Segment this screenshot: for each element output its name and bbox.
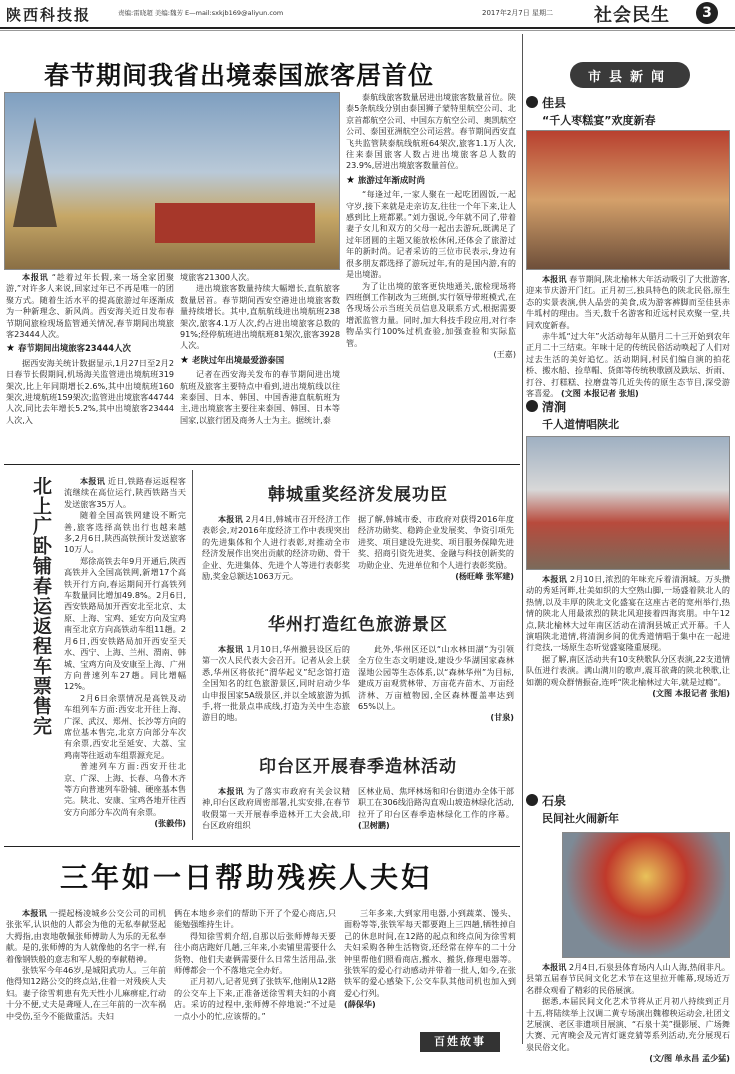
news-title: “千人枣糕宴”欢度新春 xyxy=(542,114,656,127)
mid-text: 2月4日,韩城市召开经济工作表彰会,对2016年度经济工作中表现突出的先进集体和个人进行表彰,对推动全市经济发展作出突出贡献的经济功勋、骨干企业、先进集体、先进个人等进行表彰奖励,奖金总额达1063万元。 xyxy=(202,514,350,582)
news-place: 清涧 xyxy=(542,400,567,414)
news-body xyxy=(526,962,731,1064)
news-text2: 赤牛坬“过大年”火活动每年从腊月二十三开始到农年正月二十三结束。年味十足的传统民俗活动唤起了人们对过去生活的美好追忆。活动期间,村民们编自演的拍花桥、搬水船、捡草帽、货郎等传统秧歌剧及跌坛、折雨、打谷、打糕糕、拉磨盘等几近失传的原生态节目,深受游客喜爱。 xyxy=(526,331,730,399)
shehuo-parade-photo xyxy=(562,832,730,958)
news-item-qingjian xyxy=(526,398,732,780)
news-section-title: 市县新闻 xyxy=(587,69,672,85)
vertical-byline: (张毅伟) xyxy=(154,818,186,829)
section-title: 社会民生 xyxy=(594,5,670,26)
lead-col2-p2: 记者在西安海关发布的春节期间进出境航班及旅客主要特点中看到,进出境航线以往来泰国、日本、韩国、中国香港直航航班为主,进出境旅客主要往来泰国、韩国、日本等国家,以旅行团及商务人士为主。据统计,泰 xyxy=(180,369,340,425)
mid-story-yintai xyxy=(198,752,518,842)
lead-story-col3 xyxy=(346,92,516,460)
masthead-rule xyxy=(0,27,735,29)
bottom-col2-text2: 得知徐雪莉介绍,自那以后张师傅每天要往小商店跑好几趟,三年来,小卖铺里需要什么货物、他们夫妻俩需要什么日常生活用品,张师傅都会一个不落地完全办好。 xyxy=(174,930,336,976)
mid-byline: (卫树鹏) xyxy=(358,820,390,831)
vertical-p4: 2月6日余票情况是高铁及动车组列车方面:西安北开往上海、广深、武汉、郑州、长沙等方向的席位基本售完,北京方向部分车次有余票,西安北至延安、大荔、宝鸡南等往返动车组票源充足。 xyxy=(64,692,186,760)
location-marker-icon xyxy=(526,96,538,108)
bottom-col1-text: 一提起杨凌城乡公交公司的司机张张军,认识他的人都会为他的无私奉献竖起大拇指,由衷地敬佩张师傅助人为乐的无私奉献。是的,张师傅的为人就像他的名字一样,有着像钢铁般的意志和军人般的奉献精神。 xyxy=(6,908,166,964)
news-byline: (文图 本报记者 张旭) xyxy=(560,388,639,399)
page-number-badge: 3 xyxy=(696,2,718,24)
mid-body-col2 xyxy=(358,514,514,592)
mid-headline: 印台区开展春季造林活动 xyxy=(259,757,457,777)
news-byline: (文/图 单永昌 孟少猛) xyxy=(649,1053,730,1064)
lead-col2-p1: 进出境旅客数量持续大幅增长,直航旅客数量居首。春节期间西安空港进出境旅客数量持续增长。其中,直航航线进出境航班238架次,旅客4.1万人次,约占进出境旅客总数的91%;经停航班进出境航班81架次,旅客3928人次。 xyxy=(180,283,340,351)
vertical-divider xyxy=(192,470,193,840)
bottom-col3 xyxy=(344,908,516,1032)
news-item-jiaxian xyxy=(526,94,732,399)
vertical-lead: 本报讯 xyxy=(80,476,106,486)
masthead xyxy=(0,0,735,36)
lead-label: 本报讯 xyxy=(22,272,49,282)
mid-body-col1 xyxy=(202,786,350,840)
bottom-byline: (薛保华) xyxy=(344,999,376,1010)
lead-subhead-1 xyxy=(6,343,174,354)
news-lead: 本报讯 xyxy=(542,574,567,584)
star-icon: ★ xyxy=(180,354,189,366)
mid-text2: 此外,华州区还以“山水林田湖”为引领全方位生态文明建设,建设少华湖国家森林湿地公园等生态体系,以“森林华州”为目标,建成万亩观赏林带、万亩花卉苗木、万亩经济林、万亩植物园,全区森林覆盖率达到65%以上。 xyxy=(358,644,514,712)
news-byline: (文图 本报记者 张旭) xyxy=(652,688,730,699)
news-item-shiquan xyxy=(526,792,732,1062)
lead-story-col1 xyxy=(6,272,174,460)
bottom-col2 xyxy=(174,908,336,1062)
lead-byline: (王嘉) xyxy=(493,348,516,359)
star-icon: ★ xyxy=(346,174,355,186)
mid-story-hancheng xyxy=(198,470,518,596)
lead-story-col2 xyxy=(180,272,340,460)
column-tag-badge: 百姓故事 xyxy=(420,1032,500,1052)
column-divider-right xyxy=(522,34,523,1044)
mid-text2: 据了解,韩城市委、市政府对获得2016年度经济功勋奖、稳跨企业发展奖、争资引项先进奖、项目建设先进奖、项目服务保障先进奖、招商引资先进奖、金融与科技创新奖的功勋企业、先进单位和个人进行表彰奖励。 xyxy=(358,514,514,570)
vertical-p3: 郑徐高铁去年9月开通后,陕西高铁并入全国高铁网,新增17个高铁开行方向,春运期间开行高铁列车数量同比增加49.8%。2月6日,西安铁路局加开西安北至北京、太原、上海、宝鸡、延安方向及宝鸡南至北京方向高铁动车组11趟。2月6日,西安铁路局加开西安至天水、西宁、上海、兰州、渭南、韩城、宝鸡方向及安康至上海、广州方向普速列车27趟。同比增幅12%。 xyxy=(64,555,186,692)
lead-headline: 春节期间我省出境泰国旅客居首位 xyxy=(44,61,435,90)
thailand-temple-photo xyxy=(4,92,340,270)
editor-credits: 责编:雷晓超 美编:魏芳 E—mail:sxkjb169@aliyun.com xyxy=(118,9,284,17)
vertical-p5: 普速列车方面:西安开往北京、广深、上海、长春、乌鲁木齐等方向普速列车卧铺、硬座基本售完。陕北、安康、宝鸡各地开往西安方向部分车次尚有余票。 xyxy=(64,761,186,817)
lead-subhead-3 xyxy=(346,175,516,186)
bottom-col1 xyxy=(6,908,166,1062)
mid-lead: 本报讯 xyxy=(218,644,244,654)
mid-body-col1 xyxy=(202,644,350,736)
temple-roof-shape xyxy=(155,203,315,243)
news-text: 2月10日,浓烈的年味充斥着清涧城。万头攒动的秀延河畔,壮美如织的大空熟山脚,一场盛着陕北人的热情,以及丰厚的陕北文化盛宴在这座古老的宽州举行,热情的陕北人用最浓烈的陕北风迎接着四海宾朋。中午12点,陕北榆林大过年南区活动在清涧县城正式开幕。千人演唱陕北道情,将清涧乡间的优秀道情唱于集中在一起进行竞技,一场原生态听觉盛宴隆重展现。 xyxy=(526,574,730,653)
mid-byline: (杨旺峰 张军建) xyxy=(455,571,514,582)
news-section-banner xyxy=(570,62,690,88)
mid-lead: 本报讯 xyxy=(218,786,244,796)
lead-col1-p2: 据西安海关统计数据显示,1月27日至2月2日春节长假期间,机场海关监管进出境航班319架次,比上年同期增长2.6%,其中出境航班160架次,进境航班159架次;监管进出境旅客44744人次,同比去年增长5.2%,其中出境旅客23444人次,入 xyxy=(6,357,174,425)
mid-story-huazhou xyxy=(198,610,518,740)
mid-body-col2 xyxy=(358,644,514,736)
bottom-col2-text: 俩在本地乡亲们的帮助下开了个爱心商店,只能勉强维持生计。 xyxy=(174,908,336,930)
news-body xyxy=(526,274,730,399)
paper-name: 陕西科技报 xyxy=(6,6,92,24)
news-title: 民间社火闹新年 xyxy=(542,812,619,825)
news-text2: 据了解,南区活动共有10支秧歌队分区表演,22支道情队伍进行表演。满山满川的歌声,震耳欲聋的陕北秧歌,让如潮的观众群情振奋,连呼“陕北榆林过大年,就是过瘾”。 xyxy=(526,653,730,687)
vertical-story-body xyxy=(64,476,186,836)
lead-col3-p1: “每逢过年,一家人聚在一起吃团圆饭,一起守岁,接下来就是走亲访友,往往一个年下来,让人感到比上班都累。”刘力强说,今年就不同了,带着妻子女儿和双方的父母一起出去游玩,既满足了过年团圆的主题又能放松休闲,还体会了旅游过年的新时尚。记者采访的三位市民表示,身边有很多朋友都选择了游玩过年,有的是国内游,有的是出境游。 xyxy=(346,189,516,280)
news-lead: 本报讯 xyxy=(542,962,567,972)
bottom-headline: 三年如一日帮助残疾人夫妇 xyxy=(60,861,433,894)
lead-subhead-3-text: 旅游过年渐成时尚 xyxy=(357,174,425,185)
news-text2: 据悉,本届民间文化艺术节将从正月初八持续到正月十五,将陆续举上汉调二黄专场演出魏穆秧运动会,社团文艺展演、老区非遗项目展演、“石泉十美”摄影展、广场舞大赛、元宵晚会及元宵灯谜竞猜等系列活动,充分展现石泉民俗文化。 xyxy=(526,996,730,1052)
lead-subhead-2 xyxy=(180,355,340,366)
masthead-rule-thin xyxy=(0,30,735,31)
star-icon: ★ xyxy=(6,343,15,355)
location-marker-icon xyxy=(526,400,538,412)
vertical-p2: 随着全国高铁网建设不断完善,旅客选择高铁出行也越来越多,2月6日,陕西高铁预计发送旅客10万人。 xyxy=(64,510,186,555)
mid-body-col1 xyxy=(202,514,350,592)
bottom-col3-text: 三年多来,大到家用电器,小到蔬菜、馒头、面粉等等,张铁军每天都要跑上三四趟,牺牲掉自己的休息时间,在12路的起点和终点间为徐雪莉夫妇采购各种生活物资,还经常在停车的二十分钟里帮他们照看商店,搬水、搬货,修理电器等。张铁军的爱心行动感动并带着一批人,如今,在张铁军的爱心感染下,公交车队其他司机也加入到爱心行列。 xyxy=(344,908,516,998)
mid-lead: 本报讯 xyxy=(218,514,243,524)
mid-headline: 华州打造红色旅游景区 xyxy=(268,615,448,635)
mid-text2: 区林业局、焦坪林场和印台街道办全体干部职工在306线沿路沟直观山坡造林绿化活动,拉开了印台区春季造林绿化工作的序幕。 xyxy=(358,786,514,819)
bottom-lead: 本报讯 xyxy=(22,908,47,918)
lead-col3-p0: 泰航线旅客数量居进出境旅客数量首位。陕泰5条航线分别由泰国狮子蒙特里航空公司、北京首都航空公司、中国东方航空公司、奥凯航空公司、泰国亚洲航空公司运营。春节期间西安直飞共监管陕泰航线航班64架次,旅客1.1万人次,往来泰国旅客人数占进出境旅客总人数的23.9%,居进出境旅客数量首位。 xyxy=(346,92,516,171)
vertical-headline: 北上广卧铺春运返程车票售完 xyxy=(30,476,52,736)
news-lead: 本报讯 xyxy=(542,274,567,284)
daoqing-performance-photo xyxy=(526,436,730,570)
news-body xyxy=(526,574,730,778)
section-rule-1 xyxy=(4,464,520,465)
issue-date: 2017年2月7日 星期二 xyxy=(482,9,553,17)
lead-col3-p2: 为了让出境的旅客更快地通关,旅检现场将四班倒工作制改为三班倒,实行领导带班模式,在各现场公示当班关员信息及联系方式,根据需要增派监管力量。同时,加大科技手段应用,对行李物品实行100%过机查验,加强查验和实际监管。 xyxy=(346,280,516,348)
mid-headline: 韩城重奖经济发展功臣 xyxy=(268,485,448,505)
mid-body-col2 xyxy=(358,786,514,840)
bottom-col1-text2: 张铁军今年46岁,是城阳武功人。三年前他得知12路公交的终点站,住着一对残疾人夫妇。妻子徐雪莉患有先天性小儿麻痹症,行动十分不便,丈夫是聋哑人,在三年前的一次车祸中受伤,至今不能做重活。夫妇 xyxy=(6,965,166,1021)
temple-spire-shape xyxy=(13,117,57,227)
vertical-headline-box xyxy=(28,476,56,826)
news-place: 石泉 xyxy=(542,794,567,808)
mid-text: 1月10日,华州撤县设区后的第一次人民代表大会召开。记者从会上获悉,华州区将依托“渭华起义”纪念馆打造全国知名的红色旅游景区,同时启动少华山申报国家5A级景区,并以全域旅游为抓手,将一批景点串成线,打造为关中生态旅游目的地。 xyxy=(202,644,350,723)
section-rule-2 xyxy=(4,846,520,847)
mid-text: 为了落实市政府有关会议精神,印台区政府周密部署,扎实安排,在春节收假第一天开展春季造林开工大会战,印台区政府组织 xyxy=(202,786,350,831)
lead-col1-p1: “趁着过年长假,来一场全家团聚游,”对许多人来说,回家过年已不再是唯一的团聚方式。随着生活水平的提高旅游过年逐渐成为一种新理念、新风尚。西安海关近日发布春节期间旅检现场监管通关情况,春节期间出境旅客23444人次。 xyxy=(6,272,174,340)
news-place: 佳县 xyxy=(542,96,567,110)
mid-byline: (甘泉) xyxy=(490,712,514,723)
vertical-p1: 近日,铁路春运返程客流继续在高位运行,陕西铁路当天发送旅客35万人。 xyxy=(64,476,186,509)
news-title: 千人道情唱陕北 xyxy=(542,418,619,431)
lead-col2-p0: 境旅客21300人次。 xyxy=(180,272,255,282)
date-cake-feast-photo xyxy=(526,130,730,270)
lead-subhead-1-text: 春节期间出境旅客23444人次 xyxy=(17,343,131,354)
news-text: 2月4日,石泉县体育场内人山人海,热闹非凡。县第五届春节民间文化艺术节在这里拉开帷幕,现场近万名群众观看了精彩的民俗展演。 xyxy=(526,962,731,995)
bottom-col2-text3: 正月初八,记者见到了张铁军,他刚从12路的公交车上下来,正准备送徐雪莉夫妇的小商店。采访的过程中,张师傅不停地说:“不过是一点小小的忙,应该帮的。” xyxy=(174,976,336,1021)
location-marker-icon xyxy=(526,794,538,806)
lead-subhead-2-text: 老陕过年出境最爱游泰国 xyxy=(191,354,285,365)
news-text: 春节期间,陕北榆林大年活动吸引了大批游客,迎来节庆游开门红。正月初三,独具特色的陕北民俗,原生态的实景表演,供人品尝的美食,成为游客裤脚而至佳县赤牛坬村的理由。当天,数千名游客和近远村民欢聚一堂,共同欢度新春。 xyxy=(526,274,730,330)
